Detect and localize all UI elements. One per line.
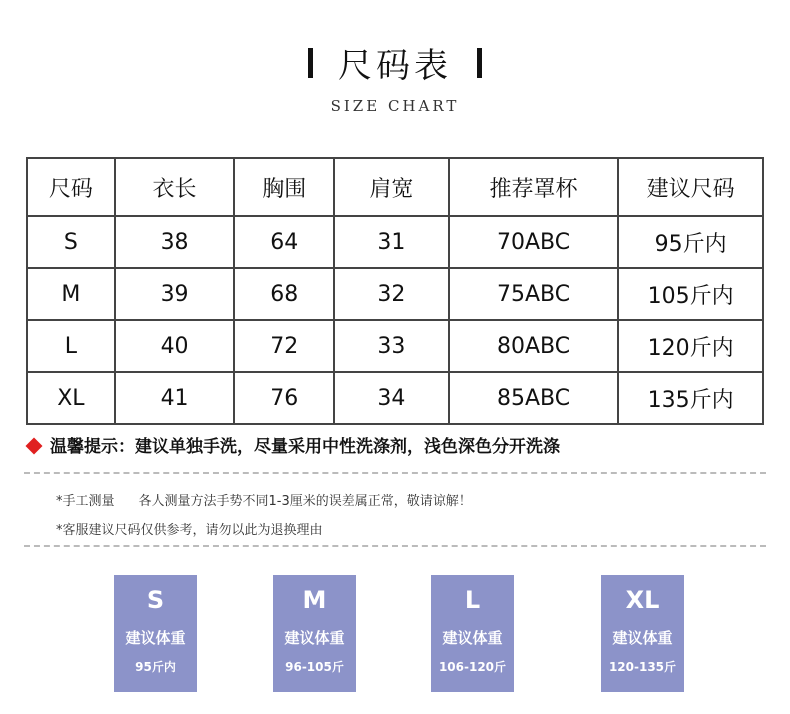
table-header-row [27, 158, 763, 216]
table-cell: 80ABC [449, 320, 619, 372]
table-cell: 68 [234, 268, 334, 320]
table-cell: 95斤内 [618, 216, 763, 268]
table-cell: M [27, 268, 115, 320]
diamond-icon [26, 438, 43, 455]
column-header-recommended: 建议尺码 [618, 158, 763, 216]
title-bar-right [477, 48, 482, 78]
table-cell: 85ABC [449, 372, 619, 424]
table-cell: 75ABC [449, 268, 619, 320]
care-notice-text: 温馨提示：建议单独手洗，尽量采用中性洗涤剂，浅色深色分开洗涤 [50, 437, 560, 457]
care-notice [24, 432, 784, 462]
table-row [27, 268, 763, 320]
size-card-s [114, 575, 197, 692]
card-weight: 120-135斤 [608, 660, 677, 674]
card-weight: 106-120斤 [438, 660, 507, 674]
table-cell: 33 [334, 320, 449, 372]
page-subtitle: SIZE CHART [330, 97, 460, 115]
size-card-l [431, 575, 514, 692]
card-size: M [302, 586, 327, 614]
column-header-shoulder: 肩宽 [334, 158, 449, 216]
title-row [0, 38, 790, 88]
table-cell: 135斤内 [618, 372, 763, 424]
card-weight: 96-105斤 [285, 660, 344, 674]
size-card-xl [601, 575, 684, 692]
card-size: L [464, 586, 481, 614]
table-cell: 70ABC [449, 216, 619, 268]
note-measurement [56, 490, 472, 509]
card-label: 建议体重 [442, 629, 503, 647]
column-header-size: 尺码 [27, 158, 115, 216]
size-card-m [273, 575, 356, 692]
card-size: XL [625, 586, 660, 614]
table-cell: 32 [334, 268, 449, 320]
card-label: 建议体重 [125, 629, 186, 647]
note-measurement-label: *手工测量 [56, 494, 115, 509]
table-row [27, 372, 763, 424]
table-cell: XL [27, 372, 115, 424]
note-disclaimer: *客服建议尺码仅供参考，请勿以此为退换理由 [56, 523, 323, 538]
table-cell: 72 [234, 320, 334, 372]
table-cell: 34 [334, 372, 449, 424]
title-bar-left [308, 48, 313, 78]
table-cell: 40 [115, 320, 235, 372]
table-cell: 76 [234, 372, 334, 424]
table-cell: 31 [334, 216, 449, 268]
table-cell: 105斤内 [618, 268, 763, 320]
card-label: 建议体重 [612, 629, 673, 647]
card-size: S [146, 586, 165, 614]
divider-bottom [24, 545, 766, 547]
table-cell: L [27, 320, 115, 372]
column-header-chest: 胸围 [234, 158, 334, 216]
table-cell: 41 [115, 372, 235, 424]
table-cell: 39 [115, 268, 235, 320]
table-cell: 38 [115, 216, 235, 268]
table-row [27, 216, 763, 268]
table-row [27, 320, 763, 372]
note-measurement-text: 各人测量方法手势不同1-3厘米的误差属正常，敬请谅解！ [138, 494, 472, 509]
divider-top [24, 472, 766, 474]
card-weight: 95斤内 [135, 660, 176, 674]
column-header-length: 衣长 [115, 158, 235, 216]
table-cell: S [27, 216, 115, 268]
card-label: 建议体重 [284, 629, 345, 647]
column-header-cup: 推荐罩杯 [449, 158, 619, 216]
table-cell: 64 [234, 216, 334, 268]
size-table [26, 157, 764, 425]
table-cell: 120斤内 [618, 320, 763, 372]
page-title: 尺码表 [338, 46, 452, 86]
